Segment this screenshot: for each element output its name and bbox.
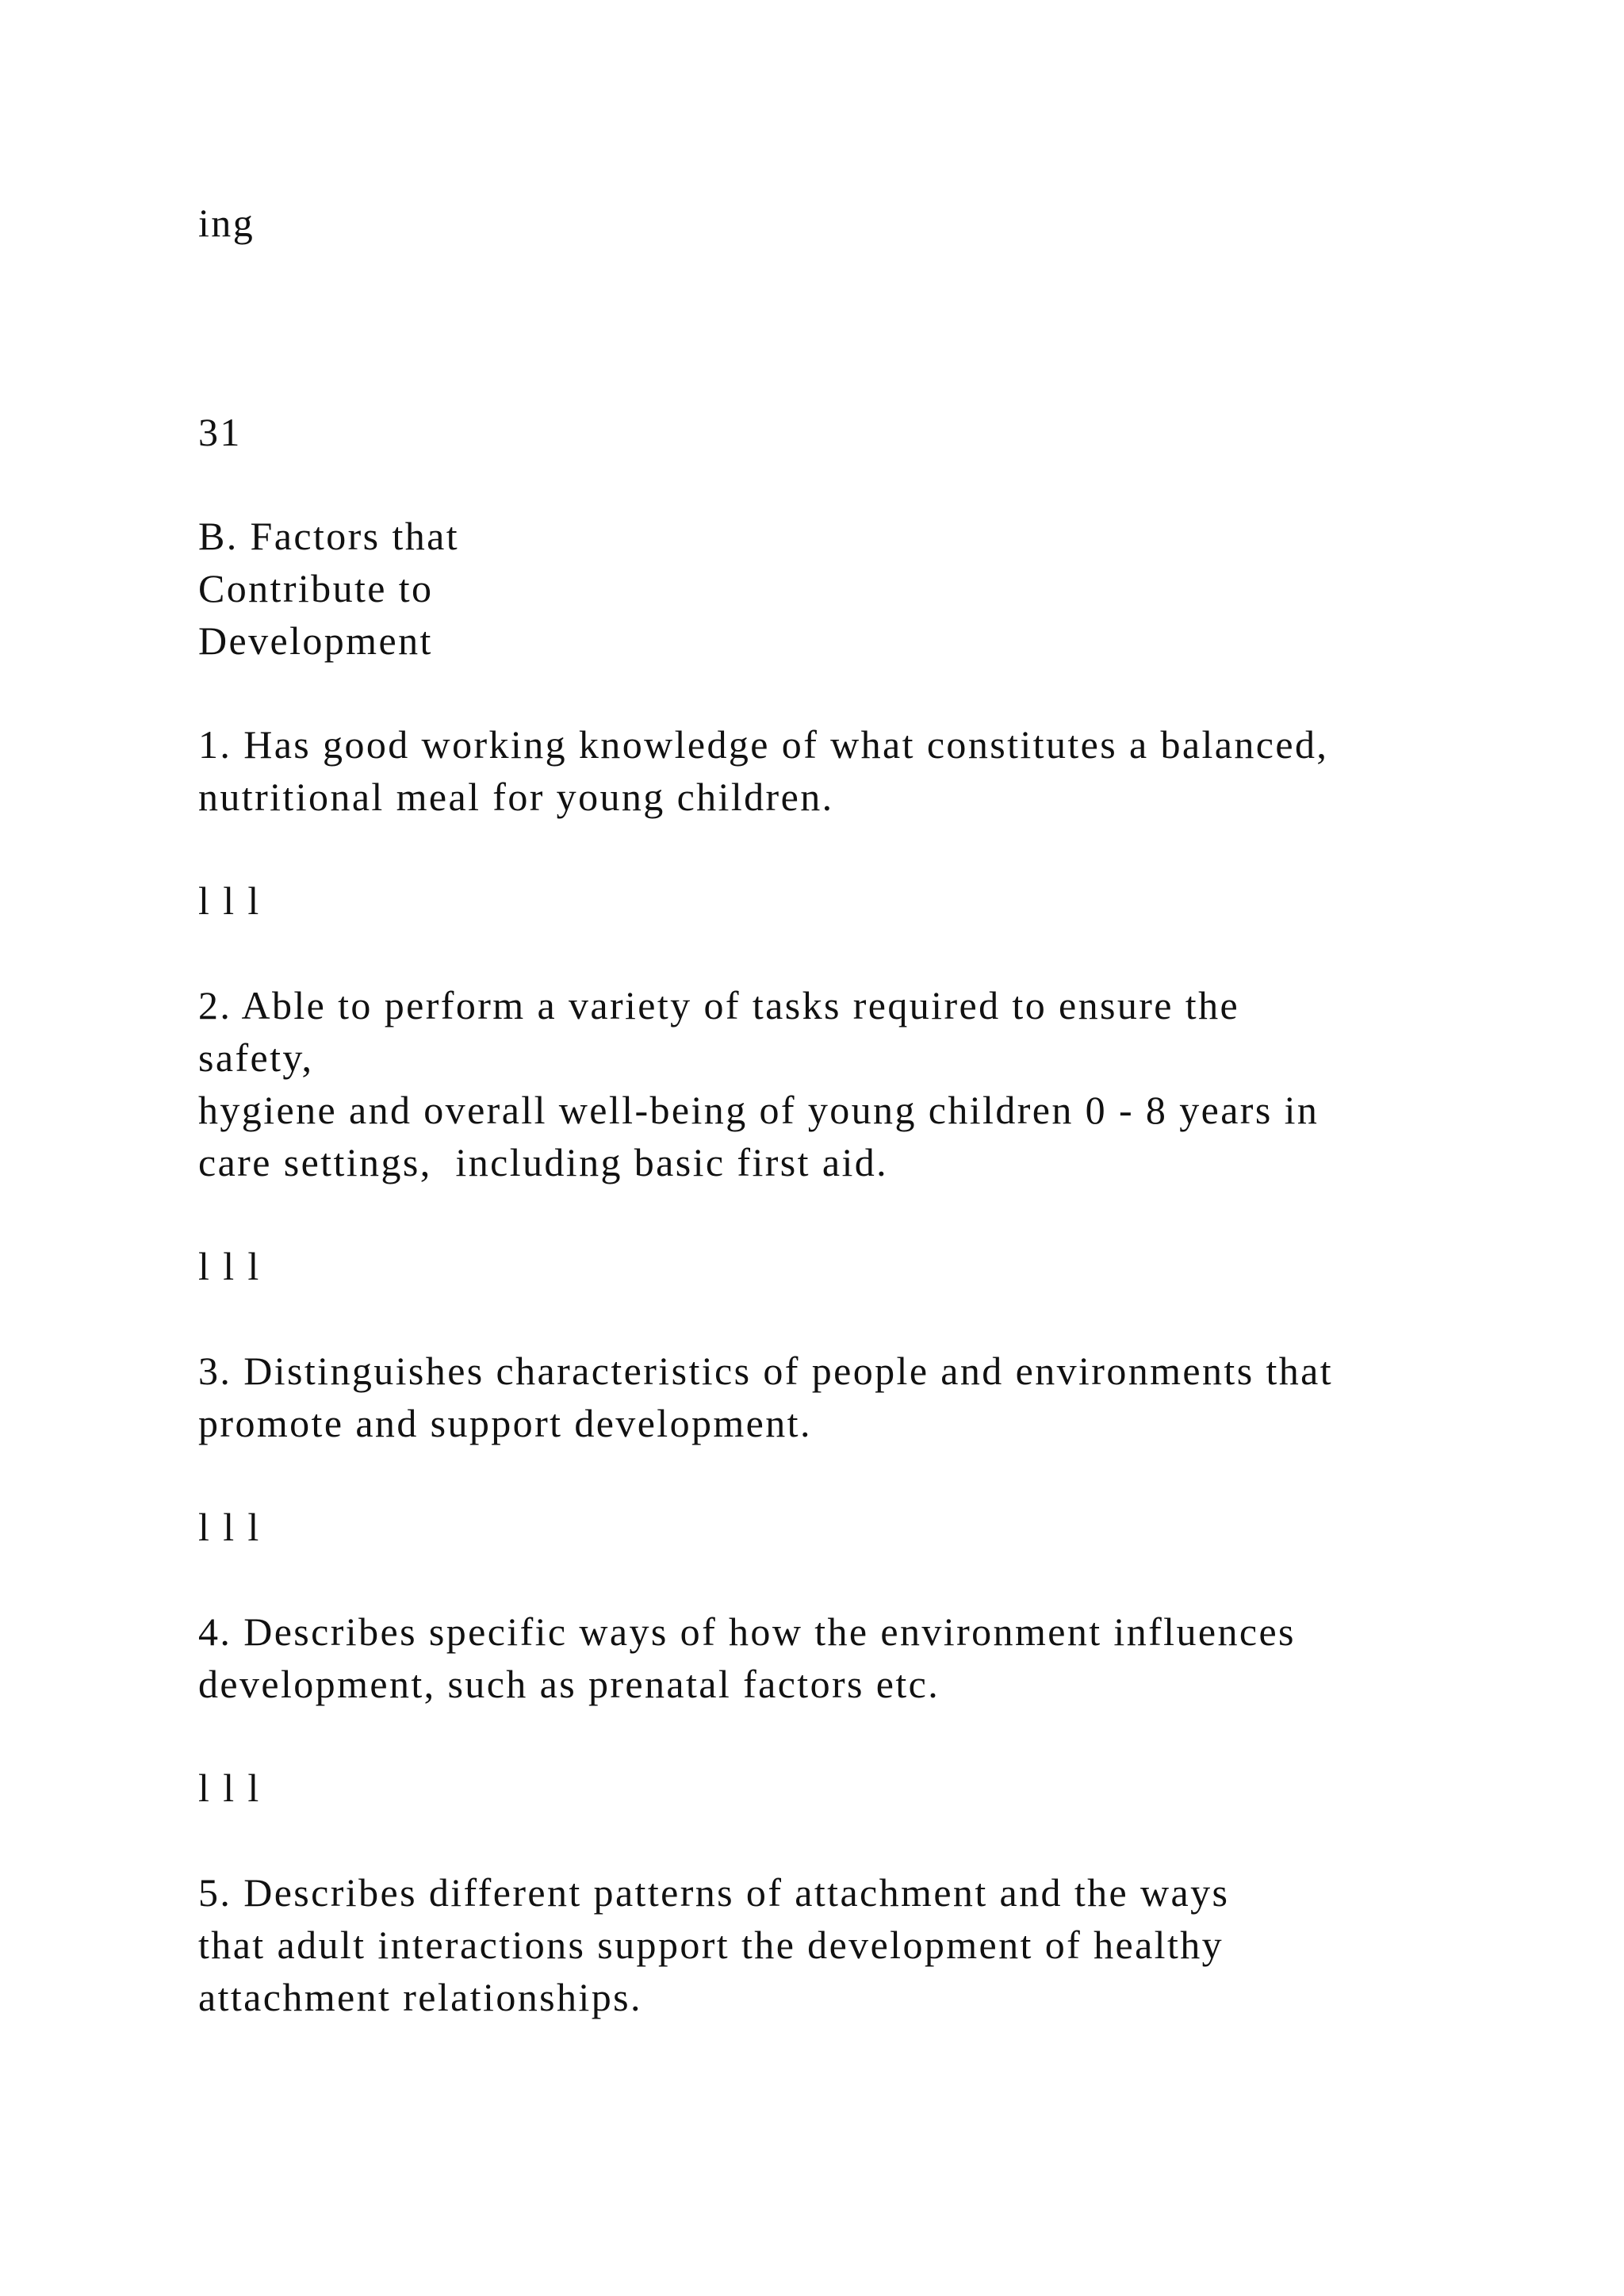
fragment-text: ing	[198, 201, 255, 245]
criterion-text-line: development, such as prenatal factors etc.	[198, 1662, 940, 1706]
criterion-text-line: 5. Describes different patterns of attachment and the ways	[198, 1870, 1230, 1915]
criterion-text-line: attachment relationships.	[198, 1975, 642, 2019]
rating-marks: l l l	[198, 1244, 261, 1288]
criterion-text-line: promote and support development.	[198, 1401, 812, 1445]
criterion-text-line: 2. Able to perform a variety of tasks required to ensure the	[198, 983, 1240, 1027]
rating-marks: l l l	[198, 878, 261, 923]
criterion-text-line: 1. Has good working knowledge of what constitutes a balanced,	[198, 722, 1329, 767]
criterion-text-line: 3. Distinguishes characteristics of people and environments that	[198, 1349, 1334, 1393]
section-heading-line: B. Factors that	[198, 514, 460, 558]
page-number: 31	[198, 410, 242, 454]
criterion-text-line: 4. Describes specific ways of how the environment influences	[198, 1609, 1296, 1654]
criterion-text-line: hygiene and overall well-being of young children 0 - 8 years in	[198, 1088, 1320, 1132]
rating-marks: l l l	[198, 1505, 261, 1549]
rating-marks: l l l	[198, 1766, 261, 1810]
section-heading-line: Development	[198, 618, 433, 663]
section-heading-line: Contribute to	[198, 566, 434, 610]
criterion-text-line: nutritional meal for young children.	[198, 775, 834, 819]
criterion-text-line: care settings, including basic first aid.	[198, 1140, 889, 1184]
criterion-text-line: safety,	[198, 1035, 314, 1080]
criterion-text-line: that adult interactions support the development of healthy	[198, 1923, 1224, 1967]
